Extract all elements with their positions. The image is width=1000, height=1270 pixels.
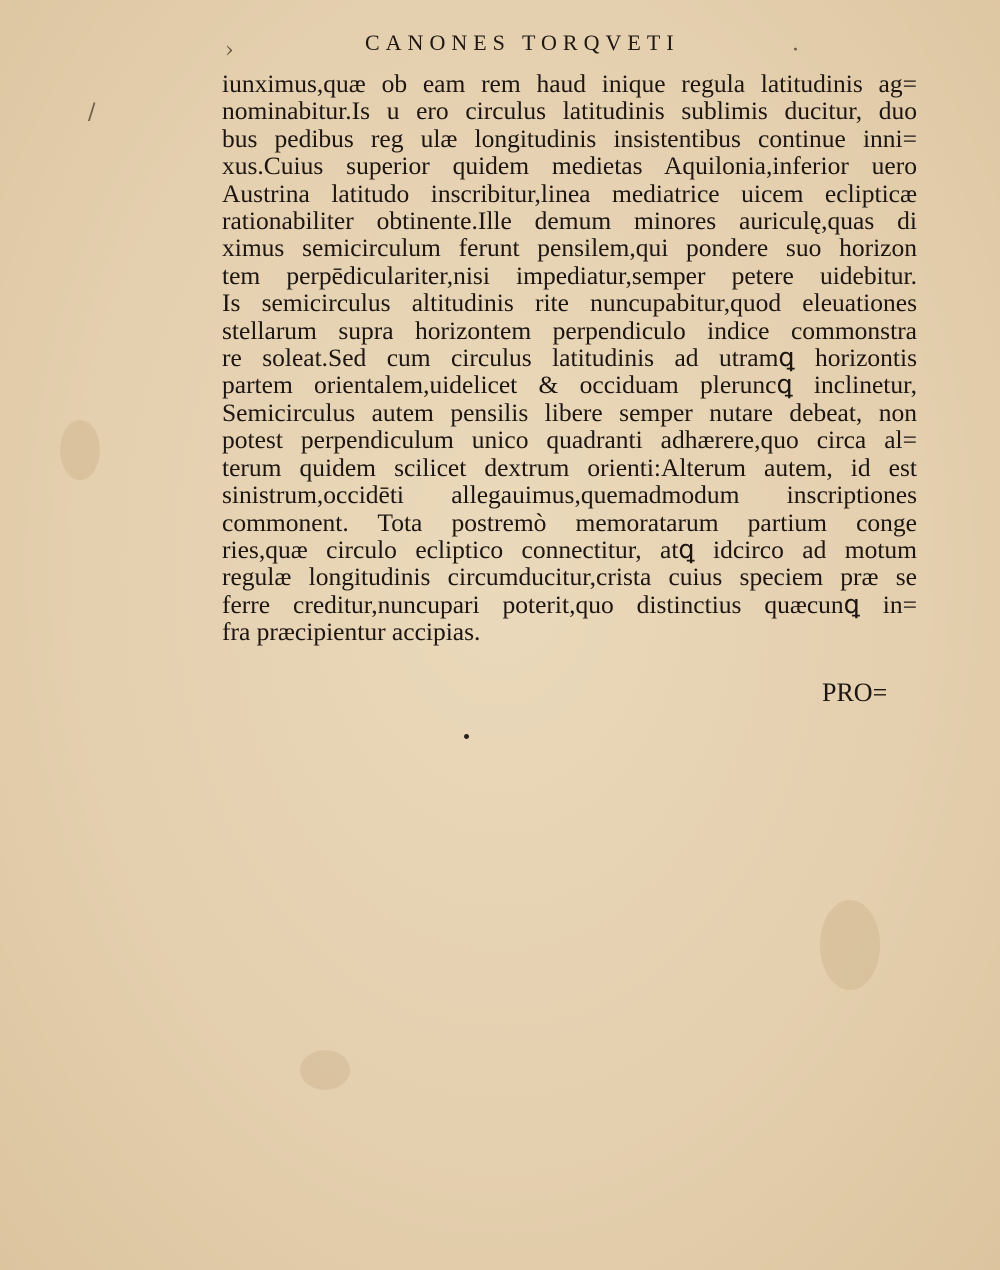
text-line: Semicirculus autem pensilis libere semper nutare debeat, non [222, 397, 917, 427]
text-line-last: fra præcipientur accipias. [222, 617, 481, 647]
paper-stain [300, 1050, 350, 1090]
text-line: xus.Cuius superior quidem medietas Aquilonia,inferior uero [222, 151, 917, 181]
running-title: CANONES TORQVETI [365, 30, 680, 55]
paper-stain [60, 420, 100, 480]
text-line: re soleat.Sed cum circulus latitudinis ad utramꝗ horizontis [222, 343, 917, 373]
text-line: Is semicirculus altitudinis rite nuncupabitur,quod eleuationes [222, 288, 917, 318]
text-line: regulæ longitudinis circumducitur,crista cuius speciem præ se [222, 562, 917, 592]
text-line: partem orientalem,uidelicet & occiduam pleruncꝗ inclinetur, [222, 370, 917, 400]
text-line: ries,quæ circulo ecliptico connectitur, atꝗ idcirco ad motum [222, 534, 917, 564]
text-line: commonent. Tota postremò memoratarum partium conge [222, 507, 917, 537]
text-line: nominabitur.Is u ero circulus latitudinis sublimis ducitur, duo [222, 96, 917, 126]
text-line: terum quidem scilicet dextrum orienti:Alterum autem, id est [222, 452, 917, 482]
catchword: PRO= [822, 678, 888, 707]
text-line: tem perpēdiculariter,nisi impediatur,semper petere uidebitur. [222, 260, 917, 290]
paper-stain [820, 900, 880, 990]
text-line: bus pedibus reg ulæ longitudinis insistentibus continue inni= [222, 123, 917, 153]
margin-mark: / [88, 100, 96, 125]
margin-mark: › [225, 38, 234, 63]
ink-dot [464, 734, 469, 739]
text-line: potest perpendiculum unico quadranti adhærere,quo circa al= [222, 425, 917, 455]
text-line: ximus semicirculum ferunt pensilem,qui pondere suo horizon [222, 233, 917, 263]
text-line: rationabiliter obtinente.Ille demum minores auriculę,quas di [222, 206, 917, 236]
text-line: sinistrum,occidēti allegauimus,quemadmodum inscriptiones [222, 480, 917, 510]
margin-mark: · [792, 38, 799, 63]
text-line: Austrina latitudo inscribitur,linea mediatrice uicem eclipticæ [222, 178, 917, 208]
text-line: iunximus,quæ ob eam rem haud inique regula latitudinis ag= [222, 69, 917, 98]
text-line: stellarum supra horizontem perpendiculo indice commonstra [222, 315, 917, 345]
text-line: ferre creditur,nuncupari poterit,quo distinctius quæcunꝗ in= [222, 589, 917, 619]
text-block [222, 70, 917, 646]
